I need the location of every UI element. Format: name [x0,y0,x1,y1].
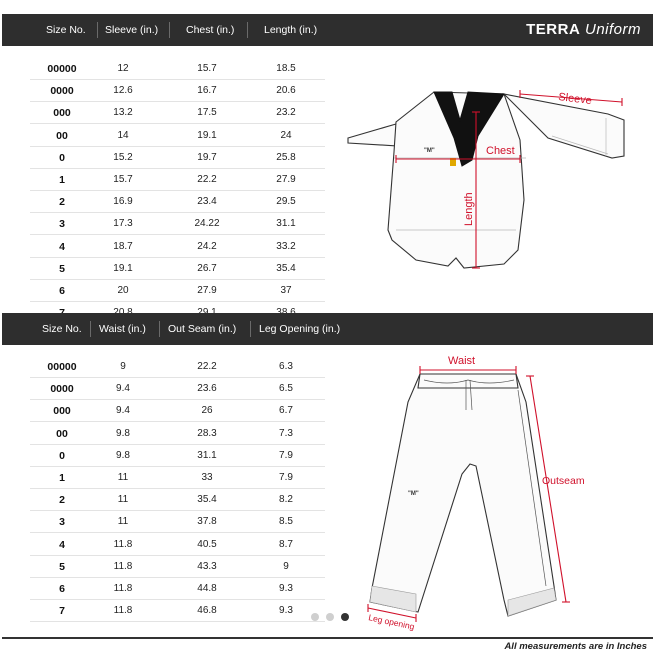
value-cell: 11 [117,494,129,506]
value-cell: 7.3 [279,427,293,439]
size-cell: 000 [53,405,71,418]
value-cell: 16.7 [197,85,217,97]
pants-body [370,374,556,616]
table-row [30,557,325,578]
value-cell: 14 [117,129,129,141]
value-cell: 9.8 [116,449,130,461]
table-row [30,579,325,600]
value-cell: 11 [117,516,129,528]
table-row [30,126,325,147]
size-cell: 0000 [50,85,74,98]
header-divider [169,22,170,38]
size-cell: 00000 [47,63,77,75]
size-cell: 0 [59,151,65,164]
svg-text:"M": "M" [408,491,419,497]
size-cell: 000 [53,107,71,120]
value-cell: 25.8 [276,151,296,163]
value-cell: 43.3 [197,560,217,572]
value-cell: 20.6 [276,85,296,97]
size-cell: 1 [59,174,65,186]
size-cell: 0000 [50,383,74,396]
header-divider [97,22,98,38]
footer-divider [2,637,653,639]
size-cell: 5 [59,560,65,573]
value-cell: 31.1 [197,449,217,461]
value-cell: 24.2 [197,240,217,252]
table-row [30,148,325,169]
size-cell: 0 [59,449,65,462]
col-header-size: Size No. [42,323,82,335]
value-cell: 35.4 [276,262,296,274]
value-cell: 11.8 [113,583,133,594]
table-row [30,468,325,489]
value-cell: 13.2 [113,107,133,119]
table-row [30,357,325,378]
value-cell: 31.1 [276,218,296,230]
value-cell: 8.5 [279,516,293,528]
value-cell: 19.1 [113,262,133,274]
jacket-left-sleeve [348,124,398,146]
svg-text:"M": "M" [424,148,435,154]
table-row [30,103,325,124]
value-cell: 15.7 [197,63,217,74]
value-cell: 26 [201,405,213,417]
value-cell: 7.9 [279,472,293,483]
value-cell: 29.5 [276,196,296,208]
value-cell: 27.9 [197,285,217,296]
value-cell: 7.9 [279,449,293,461]
size-cell: 3 [59,218,65,231]
value-cell: 11.8 [113,538,133,550]
size-cell: 6 [59,285,65,297]
value-cell: 27.9 [276,174,296,185]
value-cell: 24 [280,129,292,141]
value-cell: 37 [280,285,292,296]
value-cell: 6.3 [279,361,293,372]
value-cell: 18.5 [276,63,296,74]
size-cell: 7 [59,605,65,618]
table-row [30,601,325,622]
value-cell: 8.7 [279,538,293,550]
carousel-dot-2[interactable] [326,613,334,621]
value-cell: 37.8 [197,516,217,528]
value-cell: 6.7 [279,405,293,417]
size-cell: 2 [59,494,65,507]
size-cell: 00 [56,427,68,440]
label-leg-opening: Leg opening [367,612,416,632]
value-cell: 35.4 [197,494,217,506]
value-cell: 24.22 [194,218,220,230]
label-waist: Waist [448,355,476,367]
size-cell: 1 [59,472,65,484]
value-cell: 9.3 [279,583,293,594]
value-cell: 15.7 [113,174,133,185]
value-cell: 15.2 [113,151,133,163]
table-row [30,379,325,400]
value-cell: 12 [117,63,129,74]
carousel-dot-3[interactable] [341,613,349,621]
top-header-bar [2,14,653,46]
table-row [30,281,325,302]
value-cell: 33 [201,472,213,483]
header-divider [247,22,248,38]
value-cell: 11.8 [113,560,133,572]
table-row [30,59,325,80]
col-header-leg-opening: Leg Opening (in.) [259,323,341,335]
pants-waistband [418,374,518,388]
table-row [30,214,325,235]
size-cell: 3 [59,516,65,529]
value-cell: 19.1 [197,129,217,141]
table-row [30,490,325,511]
value-cell: 9 [283,560,289,572]
table-row [30,535,325,556]
label-sleeve: Sleeve [557,91,593,108]
value-cell: 6.5 [279,383,293,395]
value-cell: 9.4 [116,383,130,395]
table-row [30,512,325,533]
footer-note: All measurements are in Inches [504,641,647,652]
col-header-sleeve: Sleeve (in.) [105,24,159,36]
size-cell: 00 [56,129,68,142]
size-cell: 4 [59,538,65,551]
value-cell: 23.6 [197,383,217,395]
brand-logo: TERRA Uniform [526,21,641,38]
value-cell: 9.3 [279,605,293,617]
col-header-length: Length (in.) [264,24,318,36]
size-cell: 6 [59,583,65,595]
value-cell: 11 [117,472,129,483]
value-cell: 19.7 [197,151,217,163]
value-cell: 17.3 [113,218,133,230]
value-cell: 22.2 [197,361,217,372]
table-row [30,192,325,213]
col-header-chest: Chest (in.) [186,24,235,36]
value-cell: 12.6 [113,85,133,97]
table-row [30,170,325,191]
value-cell: 16.9 [113,196,133,208]
table-row [30,81,325,102]
value-cell: 26.7 [197,262,217,274]
value-cell: 28.3 [197,427,217,439]
col-header-size: Size No. [46,24,86,36]
value-cell: 9.4 [116,405,130,417]
header-divider [90,321,91,337]
size-cell: 2 [59,196,65,209]
table-row [30,446,325,467]
value-cell: 23.4 [197,196,217,208]
size-cell: 00000 [47,361,77,373]
value-cell: 9 [120,361,126,372]
value-cell: 11.8 [113,605,133,617]
pants-diagram [358,350,598,635]
value-cell: 20 [117,285,129,296]
value-cell: 8.2 [279,494,293,506]
table-row [30,237,325,258]
bottom-header-bar [2,313,653,345]
size-cell: 4 [59,240,65,253]
value-cell: 22.2 [197,174,217,185]
header-divider [159,321,160,337]
value-cell: 46.8 [197,605,217,617]
table-row [30,259,325,280]
label-outseam: Outseam [542,475,585,487]
carousel-dot-1[interactable] [311,613,319,621]
value-cell: 17.5 [197,107,217,119]
value-cell: 9.8 [116,427,130,439]
label-chest: Chest [486,145,515,157]
col-header-waist: Waist (in.) [99,323,146,335]
jacket-diagram [336,80,632,280]
table-row [30,424,325,445]
size-cell: 5 [59,262,65,275]
value-cell: 40.5 [197,538,217,550]
col-header-outseam: Out Seam (in.) [168,323,237,335]
label-length: Length [463,192,475,226]
value-cell: 33.2 [276,240,296,252]
value-cell: 44.8 [197,583,217,594]
table-row [30,401,325,422]
value-cell: 23.2 [276,107,296,119]
header-divider [250,321,251,337]
value-cell: 18.7 [113,240,133,252]
